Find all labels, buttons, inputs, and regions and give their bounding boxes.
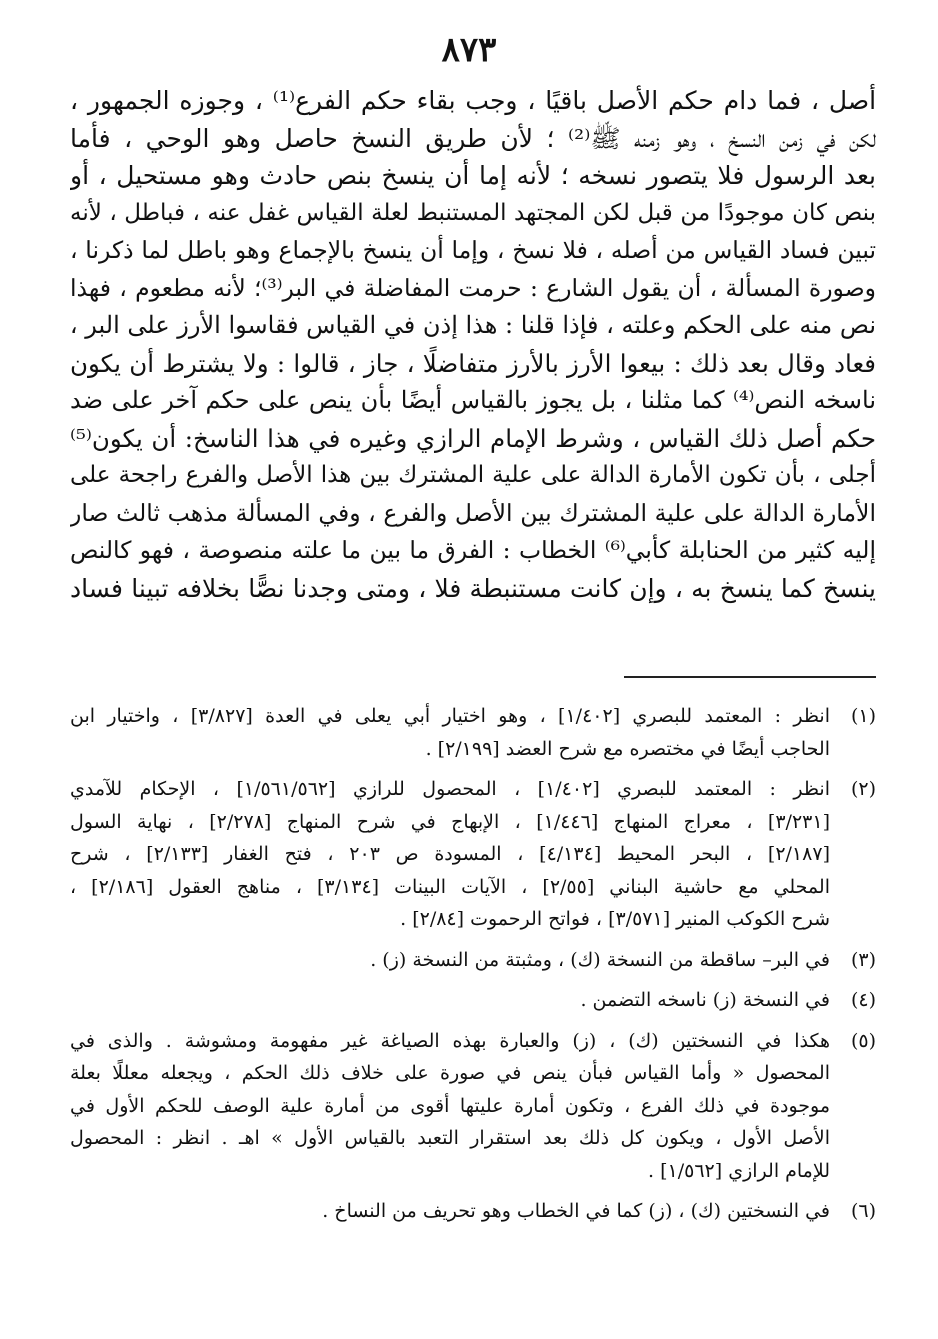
text-line: ينسخ كما ينسخ به ، وإن كانت مستنبطة فلا ، ومتى وجدنا نصًّا بخلافه تبينا فساد bbox=[70, 573, 876, 603]
footnote-line: المحلي مع حاشية البناني [٢/٥٥] ، الآيات البينات [٣/١٣٤] ، مناهج العقول [٢/١٨٦] ، bbox=[70, 875, 830, 898]
footnote-number: (٢) bbox=[850, 778, 876, 800]
text-line: بعد الرسول فلا يتصور نسخه ؛ لأنه إما أن ينسخ بنص حادث وهو مستحيل ، أو bbox=[70, 161, 876, 190]
footnote-line: شرح الكوكب المنير [٣/٥٧١] ، فواتح الرحموت [٢/٨٤] . bbox=[400, 908, 830, 930]
text-line: نص منه على الحكم وعلته ، فإذا قلنا : هذا إذن في القياس فقاسوا الأرز على البر ، bbox=[70, 311, 876, 339]
main-text bbox=[70, 82, 876, 607]
footnote-line: انظر : المعتمد للبصري [١/٤٠٢] ، المحصول للرازي [١/٥٦١/٥٦٢] ، الإحكام للآمدي bbox=[70, 778, 830, 800]
text-line: تبين فساد القياس من أصله ، فلا نسخ ، وإما أن ينسخ بالإجماع وهو باطل لما ذكرنا ، bbox=[70, 236, 876, 264]
text-line: أصل ، فما دام حكم الأصل باقيًا ، وجب بقاء حكم الفرع⁽¹⁾ ، وجوزه الجمهور ، bbox=[70, 86, 876, 115]
footnote-text bbox=[70, 984, 830, 1017]
footnote-number: (٥) bbox=[850, 1029, 876, 1052]
footnote-number: (٤) bbox=[850, 989, 876, 1011]
footnote-line: المحصول « وأما القياس فبأن ينص في صورة على خلاف ذلك الحكم ، ويجعله معللًا بعلة bbox=[70, 1062, 830, 1084]
footnote-line: في النسخة (ز) ناسخه التضمن . bbox=[580, 989, 830, 1011]
footnote-line: في النسختين (ك) ، (ز) كما في الخطاب وهو تحريف من النساخ . bbox=[322, 1200, 830, 1222]
footnote-number: (٦) bbox=[850, 1200, 876, 1222]
footnote-line: [٢/١٨٧] ، البحر المحيط [٤/١٣٤] ، المسودة ص ٢٠٣ ، فتح الغفار [٢/١٣٣] ، شرح bbox=[70, 843, 830, 865]
footnote-line: في البر– ساقطة من النسخة (ك) ، ومثبتة من النسخة (ز) . bbox=[370, 948, 830, 971]
text-line: فعاد وقال بعد ذلك : بيعوا الأرز بالأرز متفاضلًا ، جاز ، قالوا : ولا يشترط أن يكون bbox=[70, 348, 876, 378]
text-line: أجلى ، بأن تكون الأمارة الدالة على علية المشترك بين هذا الأصل والفرع راجحة على bbox=[70, 462, 876, 488]
footnote-divider bbox=[624, 676, 876, 678]
footnote-line: الأصل الأول ، ويكون كل ذلك بعد استقرار التعبد بالقياس الأول » اهـ . انظر : المحصول bbox=[70, 1127, 830, 1149]
footnote bbox=[70, 700, 876, 765]
footnote-text bbox=[70, 1195, 830, 1228]
footnote bbox=[70, 1025, 876, 1188]
footnote-text bbox=[70, 700, 830, 765]
text-line: بنص كان موجودًا من قبل لكن المجتهد المستنبط لعلة القياس غفل عنه ، فباطل ، لأنه bbox=[70, 199, 876, 226]
footnote-line: الحاجب أيضًا في مختصره مع شرح العضد [٢/١٩٩] . bbox=[425, 737, 830, 760]
footnote-text bbox=[70, 1025, 830, 1188]
text-line: ناسخه النص⁽⁴⁾ كما مثلنا ، بل يجوز بالقياس أيضًا بأن ينص على حكم آخر على ضد bbox=[70, 386, 876, 414]
footnote-line: هكذا في النسختين (ك) ، (ز) والعبارة بهذه الصياغة غير مفهومة ومشوشة . والذى في bbox=[70, 1029, 830, 1052]
page-number: ٨٧٣ bbox=[441, 30, 497, 70]
footnote-text bbox=[70, 773, 830, 936]
footnote-line: انظر : المعتمد للبصري [١/٤٠٢] ، وهو اختيار أبي يعلى في العدة [٣/٨٢٧] ، واختيار ابن bbox=[70, 705, 830, 727]
footnote-line: للإمام الرازي [١/٥٦٢] . bbox=[648, 1159, 830, 1182]
footnote bbox=[70, 1195, 876, 1228]
text-line: إليه كثير من الحنابلة كأبي⁽⁶⁾ الخطاب : الفرق ما بين ما علته منصوصة ، فهو كالنص bbox=[70, 536, 876, 564]
footnote bbox=[70, 984, 876, 1017]
text-line: حكم أصل ذلك القياس ، وشرط الإمام الرازي وغيره في هذا الناسخ: أن يكون⁽⁵⁾ bbox=[70, 423, 876, 453]
footnote bbox=[70, 773, 876, 936]
footnote-number: (٣) bbox=[850, 948, 876, 971]
footnote-number: (١) bbox=[850, 705, 876, 727]
footnote-line: موجودة في ذلك الفرع ، وتكون أمارة عليتها أقوى من أمارة علية الوصف للحكم الأول في bbox=[70, 1094, 830, 1117]
footnote bbox=[70, 944, 876, 977]
text-line: وصورة المسألة ، أن يقول الشارع : حرمت المفاضلة في البر⁽³⁾؛ لأنه مطعوم ، فهذا bbox=[70, 273, 876, 302]
text-line: الأمارة الدالة على علية المشترك بين الأصل والفرع ، وفي المسألة مذهب ثالث صار bbox=[70, 498, 876, 527]
footnote-line: [٣/٢٣١] ، معراج المنهاج [١/٤٤٦] ، الإبهاج في شرح المنهاج [٢/٢٧٨] ، نهاية السول bbox=[70, 810, 830, 833]
footnotes bbox=[70, 700, 876, 1236]
text-line: لكن في زمن النسخ ، وهو زمنه ﷺ⁽²⁾ ؛ لأن طريق النسخ حاصل وهو الوحي ، فأما bbox=[70, 123, 876, 153]
footnote-text bbox=[70, 944, 830, 977]
